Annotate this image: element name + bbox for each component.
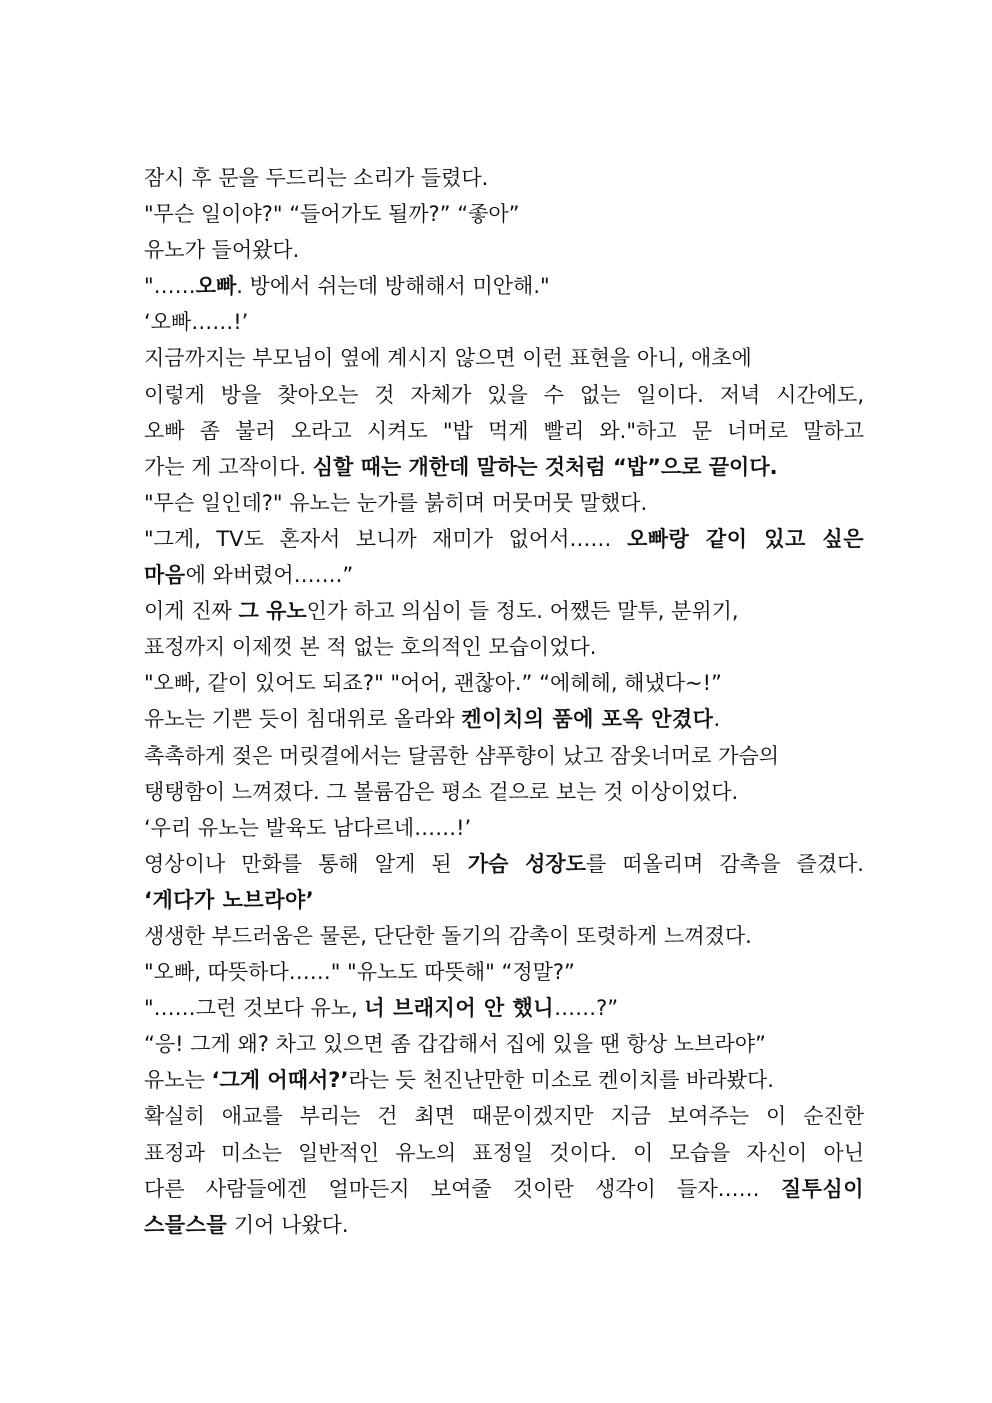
- text-line: [144, 701, 864, 737]
- text-segment: 생생한 부드러움은 물론, 단단한 돌기의 감촉이 또렷하게 느껴졌다.: [144, 923, 752, 948]
- text-segment: 오빠 좀 불러 오라고 시켜도 "밥 먹게 빨리 와."하고 문 너머로 말하고: [144, 418, 864, 443]
- text-segment: . 방에서 쉬는데 방해해서 미안해.": [236, 274, 550, 299]
- text-line: [144, 918, 864, 954]
- emphasis-text: 질투심이: [780, 1176, 864, 1201]
- text-line: [144, 1171, 864, 1207]
- text-segment: 표정까지 이제껏 본 적 없는 호의적인 모습이었다.: [144, 635, 597, 660]
- emphasis-text: 그 유노: [238, 599, 307, 624]
- document-body: [144, 160, 864, 1243]
- text-line: [144, 774, 864, 810]
- text-line: [144, 1026, 864, 1062]
- text-segment: .: [713, 707, 721, 732]
- text-line: [144, 1207, 864, 1243]
- text-segment: “응! 그게 왜? 차고 있으면 좀 갑갑해서 집에 있을 땐 항상 노브라야”: [144, 1032, 766, 1057]
- text-segment: 인가 하고 의심이 들 정도. 어쨌든 말투, 분위기,: [306, 599, 739, 624]
- emphasis-text: 오빠: [195, 274, 237, 299]
- text-segment: 영상이나 만화를 통해 알게 된: [144, 851, 468, 876]
- text-line: [144, 268, 864, 304]
- emphasis-text: ‘게다가 노브라야’: [144, 887, 315, 912]
- text-segment: "……: [144, 274, 196, 299]
- text-segment: 탱탱함이 느껴졌다. 그 볼륨감은 평소 겉으로 보는 것 이상이었다.: [144, 779, 739, 804]
- text-line: [144, 449, 864, 485]
- text-line: [144, 557, 864, 593]
- text-line: [144, 304, 864, 340]
- text-segment: ‘우리 유노는 발육도 남다르네……!’: [144, 815, 472, 840]
- text-line: [144, 196, 864, 232]
- text-segment: ‘오빠……!’: [144, 310, 249, 335]
- text-segment: 지금까지는 부모님이 옆에 계시지 않으면 이런 표현을 아니, 애초에: [144, 346, 752, 371]
- text-line: [144, 954, 864, 990]
- text-line: [144, 665, 864, 701]
- emphasis-text: 마음: [144, 563, 186, 588]
- text-line: [144, 810, 864, 846]
- emphasis-text: 심할 때는 개한데 말하는 것처럼 “밥”으로 끝이다.: [312, 454, 778, 479]
- text-segment: 유노는 기쁜 듯이 침대위로 올라와: [144, 707, 462, 732]
- text-segment: 다른 사람들에겐 얼마든지 보여줄 것이란 생각이 들자……: [144, 1176, 781, 1201]
- text-segment: "무슨 일인데?" 유노는 눈가를 붉히며 머뭇머뭇 말했다.: [144, 490, 648, 515]
- text-line: [144, 990, 864, 1026]
- text-line: [144, 738, 864, 774]
- text-line: [144, 629, 864, 665]
- emphasis-text: 스믈스믈: [144, 1212, 228, 1237]
- text-segment: 이게 진짜: [144, 599, 239, 624]
- text-segment: 유노가 들어왔다.: [144, 238, 300, 263]
- text-segment: 기어 나왔다.: [227, 1212, 349, 1237]
- text-segment: "오빠, 같이 있어도 되죠?" "어어, 괜찮아.” “에헤헤, 해냈다~!”: [144, 671, 722, 696]
- text-line: [144, 232, 864, 268]
- text-line: [144, 413, 864, 449]
- text-line: [144, 882, 864, 918]
- text-segment: 표정과 미소는 일반적인 유노의 표정일 것이다. 이 모습을 자신이 아닌: [144, 1140, 864, 1165]
- text-line: [144, 521, 864, 557]
- emphasis-text: 켄이치의 품에 포옥 안겼다: [461, 707, 714, 732]
- text-line: [144, 1135, 864, 1171]
- text-segment: "무슨 일이야?" “들어가도 될까?” “좋아”: [144, 202, 520, 227]
- text-line: [144, 160, 864, 196]
- text-line: [144, 1062, 864, 1098]
- text-segment: "그게, TV도 혼자서 보니까 재미가 없어서……: [144, 526, 627, 551]
- emphasis-text: 너 브래지어 안 했니: [364, 996, 555, 1021]
- text-segment: "……그런 것보다 유노,: [144, 996, 365, 1021]
- text-segment: 에 와버렸어…….”: [185, 563, 354, 588]
- text-segment: 확실히 애교를 부리는 건 최면 때문이겠지만 지금 보여주는 이 순진한: [144, 1104, 864, 1129]
- emphasis-text: 가슴 성장도: [467, 851, 586, 876]
- text-segment: "오빠, 따뜻하다……" "유노도 따뜻해" “정말?”: [144, 960, 575, 985]
- text-line: [144, 377, 864, 413]
- text-segment: 가는 게 고작이다.: [144, 454, 313, 479]
- text-segment: 촉촉하게 젖은 머릿결에서는 달콤한 샴푸향이 났고 잠옷너머로 가슴의: [144, 743, 780, 768]
- text-line: [144, 340, 864, 376]
- text-line: [144, 1098, 864, 1134]
- text-segment: ……?”: [554, 996, 619, 1021]
- text-line: [144, 593, 864, 629]
- text-line: [144, 846, 864, 882]
- text-segment: 를 떠올리며 감촉을 즐겼다.: [585, 851, 864, 876]
- emphasis-text: 오빠랑 같이 있고 싶은: [626, 526, 864, 551]
- text-segment: 이렇게 방을 찾아오는 것 자체가 있을 수 없는 일이다. 저녁 시간에도,: [144, 382, 864, 407]
- text-segment: 라는 듯 천진난만한 미소로 켄이치를 바라봤다.: [348, 1068, 774, 1093]
- text-segment: 잠시 후 문을 두드리는 소리가 들렸다.: [144, 166, 489, 190]
- text-segment: 유노는: [144, 1068, 212, 1093]
- emphasis-text: ‘그게 어때서?’: [211, 1068, 349, 1093]
- text-line: [144, 485, 864, 521]
